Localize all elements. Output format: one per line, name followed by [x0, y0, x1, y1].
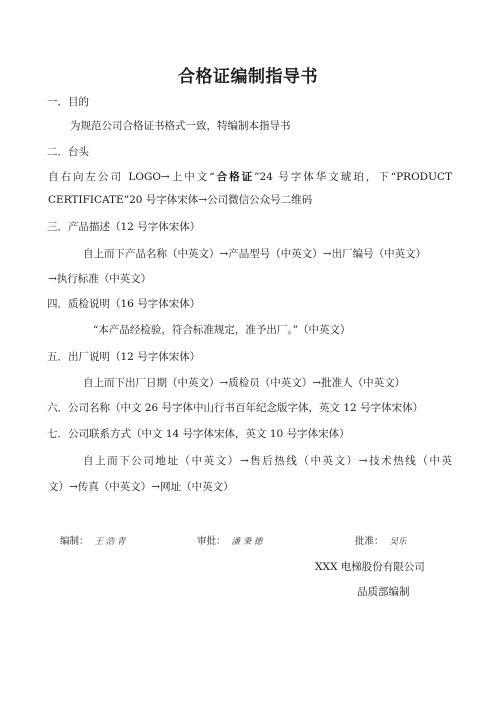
section-2-text-line2: CERTIFICATE”20 号字体宋体→公司微信公众号二维码 [48, 194, 313, 206]
reviewed-label: 审批： [197, 536, 226, 547]
department-name: 品质部编制 [357, 586, 410, 598]
signature-approved [355, 536, 407, 548]
section-7-text-line1: 自上而下公司地址（中英文）→售后热线（中英文）→技术热线（中英 [83, 455, 452, 467]
section-6-heading: 六．公司名称（中文 26 号字体中山行书百年纪念版字体，英文 12 号字体宋体） [47, 402, 424, 414]
section-2-text-post: ”24 号字体华文琥珀，下“PRODUCT [254, 171, 452, 183]
compiled-label: 编制： [60, 536, 89, 547]
section-4-heading: 四．质检说明（16 号字体宋体） [47, 298, 201, 310]
approved-signature: 吴乐 [389, 537, 407, 547]
signature-compiled [60, 536, 125, 548]
company-name: XXX 电梯股份有限公司 [315, 561, 425, 573]
section-5-heading: 五．出厂说明（12 号字体宋体） [47, 351, 201, 363]
section-5-text: 自上而下出厂日期（中英文）→质检员（中英文）→批准人（中英文） [83, 377, 406, 389]
reviewed-signature: 潘 秉 德 [231, 537, 263, 547]
section-3-text-line1: 自上而下产品名称（中英文）→产品型号（中英文）→出厂编号（中英文） [83, 248, 427, 260]
section-2-text-emphasis: 合格证 [214, 171, 255, 183]
section-1-heading: 一．目的 [47, 96, 89, 108]
section-7-text-line2: 文）→传真（中英文）→网址（中英文） [48, 481, 234, 493]
signature-reviewed [197, 536, 262, 548]
section-3-text-line2: →执行标准（中英文） [48, 273, 152, 285]
section-2-text-line1 [48, 170, 452, 184]
section-4-text: “本产品经检验，符合标准规定，准予出厂。”（中英文） [93, 324, 351, 336]
section-1-text: 为规范公司合格证书格式一致，特编制本指导书 [70, 120, 291, 132]
section-2-text-pre: 自右向左公司 LOGO→上中文“ [48, 171, 215, 183]
approved-label: 批准： [355, 536, 384, 547]
document-title: 合格证编制指导书 [178, 67, 318, 87]
compiled-signature: 王 浩 青 [94, 537, 126, 547]
section-7-heading: 七．公司联系方式（中文 14 号字体宋体，英文 10 号字体宋体） [47, 428, 350, 440]
section-3-heading: 三．产品描述（12 号字体宋体） [47, 221, 201, 233]
section-2-heading: 二．台头 [47, 146, 89, 158]
